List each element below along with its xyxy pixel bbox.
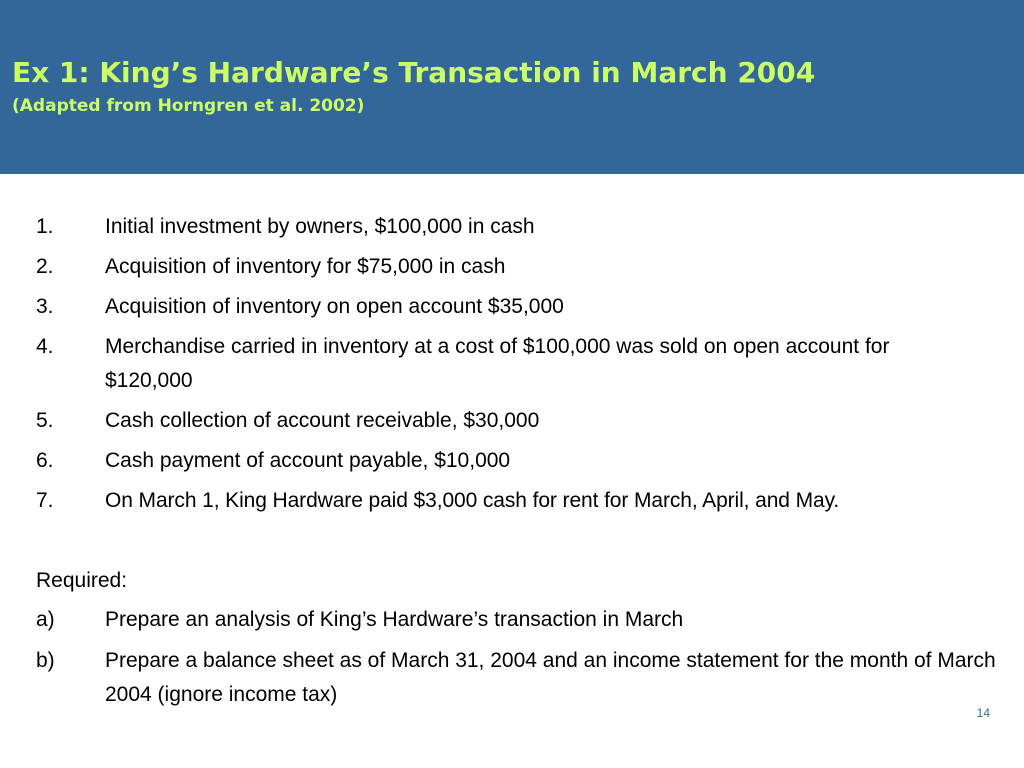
list-item-text: Acquisition of inventory for $75,000 in cash (105, 255, 506, 278)
list-item-text: Cash payment of account payable, $10,000 (105, 449, 511, 472)
list-item-text: Acquisition of inventory on open account $35,000 (105, 295, 564, 318)
slide-title: Ex 1: King’s Hardware’s Transaction in March 2004 (12, 56, 816, 89)
list-item-number: 7. (36, 489, 54, 512)
page-number: 14 (976, 706, 990, 720)
list-item-text: On March 1, King Hardware paid $3,000 cash for rent for March, April, and May. (105, 489, 840, 512)
list-item-text: Initial investment by owners, $100,000 in cash (105, 215, 535, 238)
required-label: Required: (36, 569, 128, 592)
list-item-letter: b) (36, 649, 55, 672)
list-item-letter: a) (36, 608, 55, 631)
list-item-text: Merchandise carried in inventory at a cost of $100,000 was sold on open account for $120,000 (105, 335, 890, 392)
list-item-text: Prepare an analysis of King’s Hardware’s transaction in March (105, 608, 684, 631)
list-item-text: Prepare a balance sheet as of March 31, 2004 and an income statement for the month of March 2004 (ignore income tax) (105, 649, 996, 706)
list-item-number: 3. (36, 295, 54, 318)
list-item-number: 1. (36, 215, 54, 238)
list-item-number: 5. (36, 409, 54, 432)
slide-subtitle: (Adapted from Horngren et al. 2002) (12, 96, 365, 116)
title-banner (0, 0, 1024, 174)
list-item-number: 4. (36, 335, 54, 358)
list-item-text: Cash collection of account receivable, $30,000 (105, 409, 540, 432)
list-item-number: 2. (36, 255, 54, 278)
list-item-number: 6. (36, 449, 54, 472)
